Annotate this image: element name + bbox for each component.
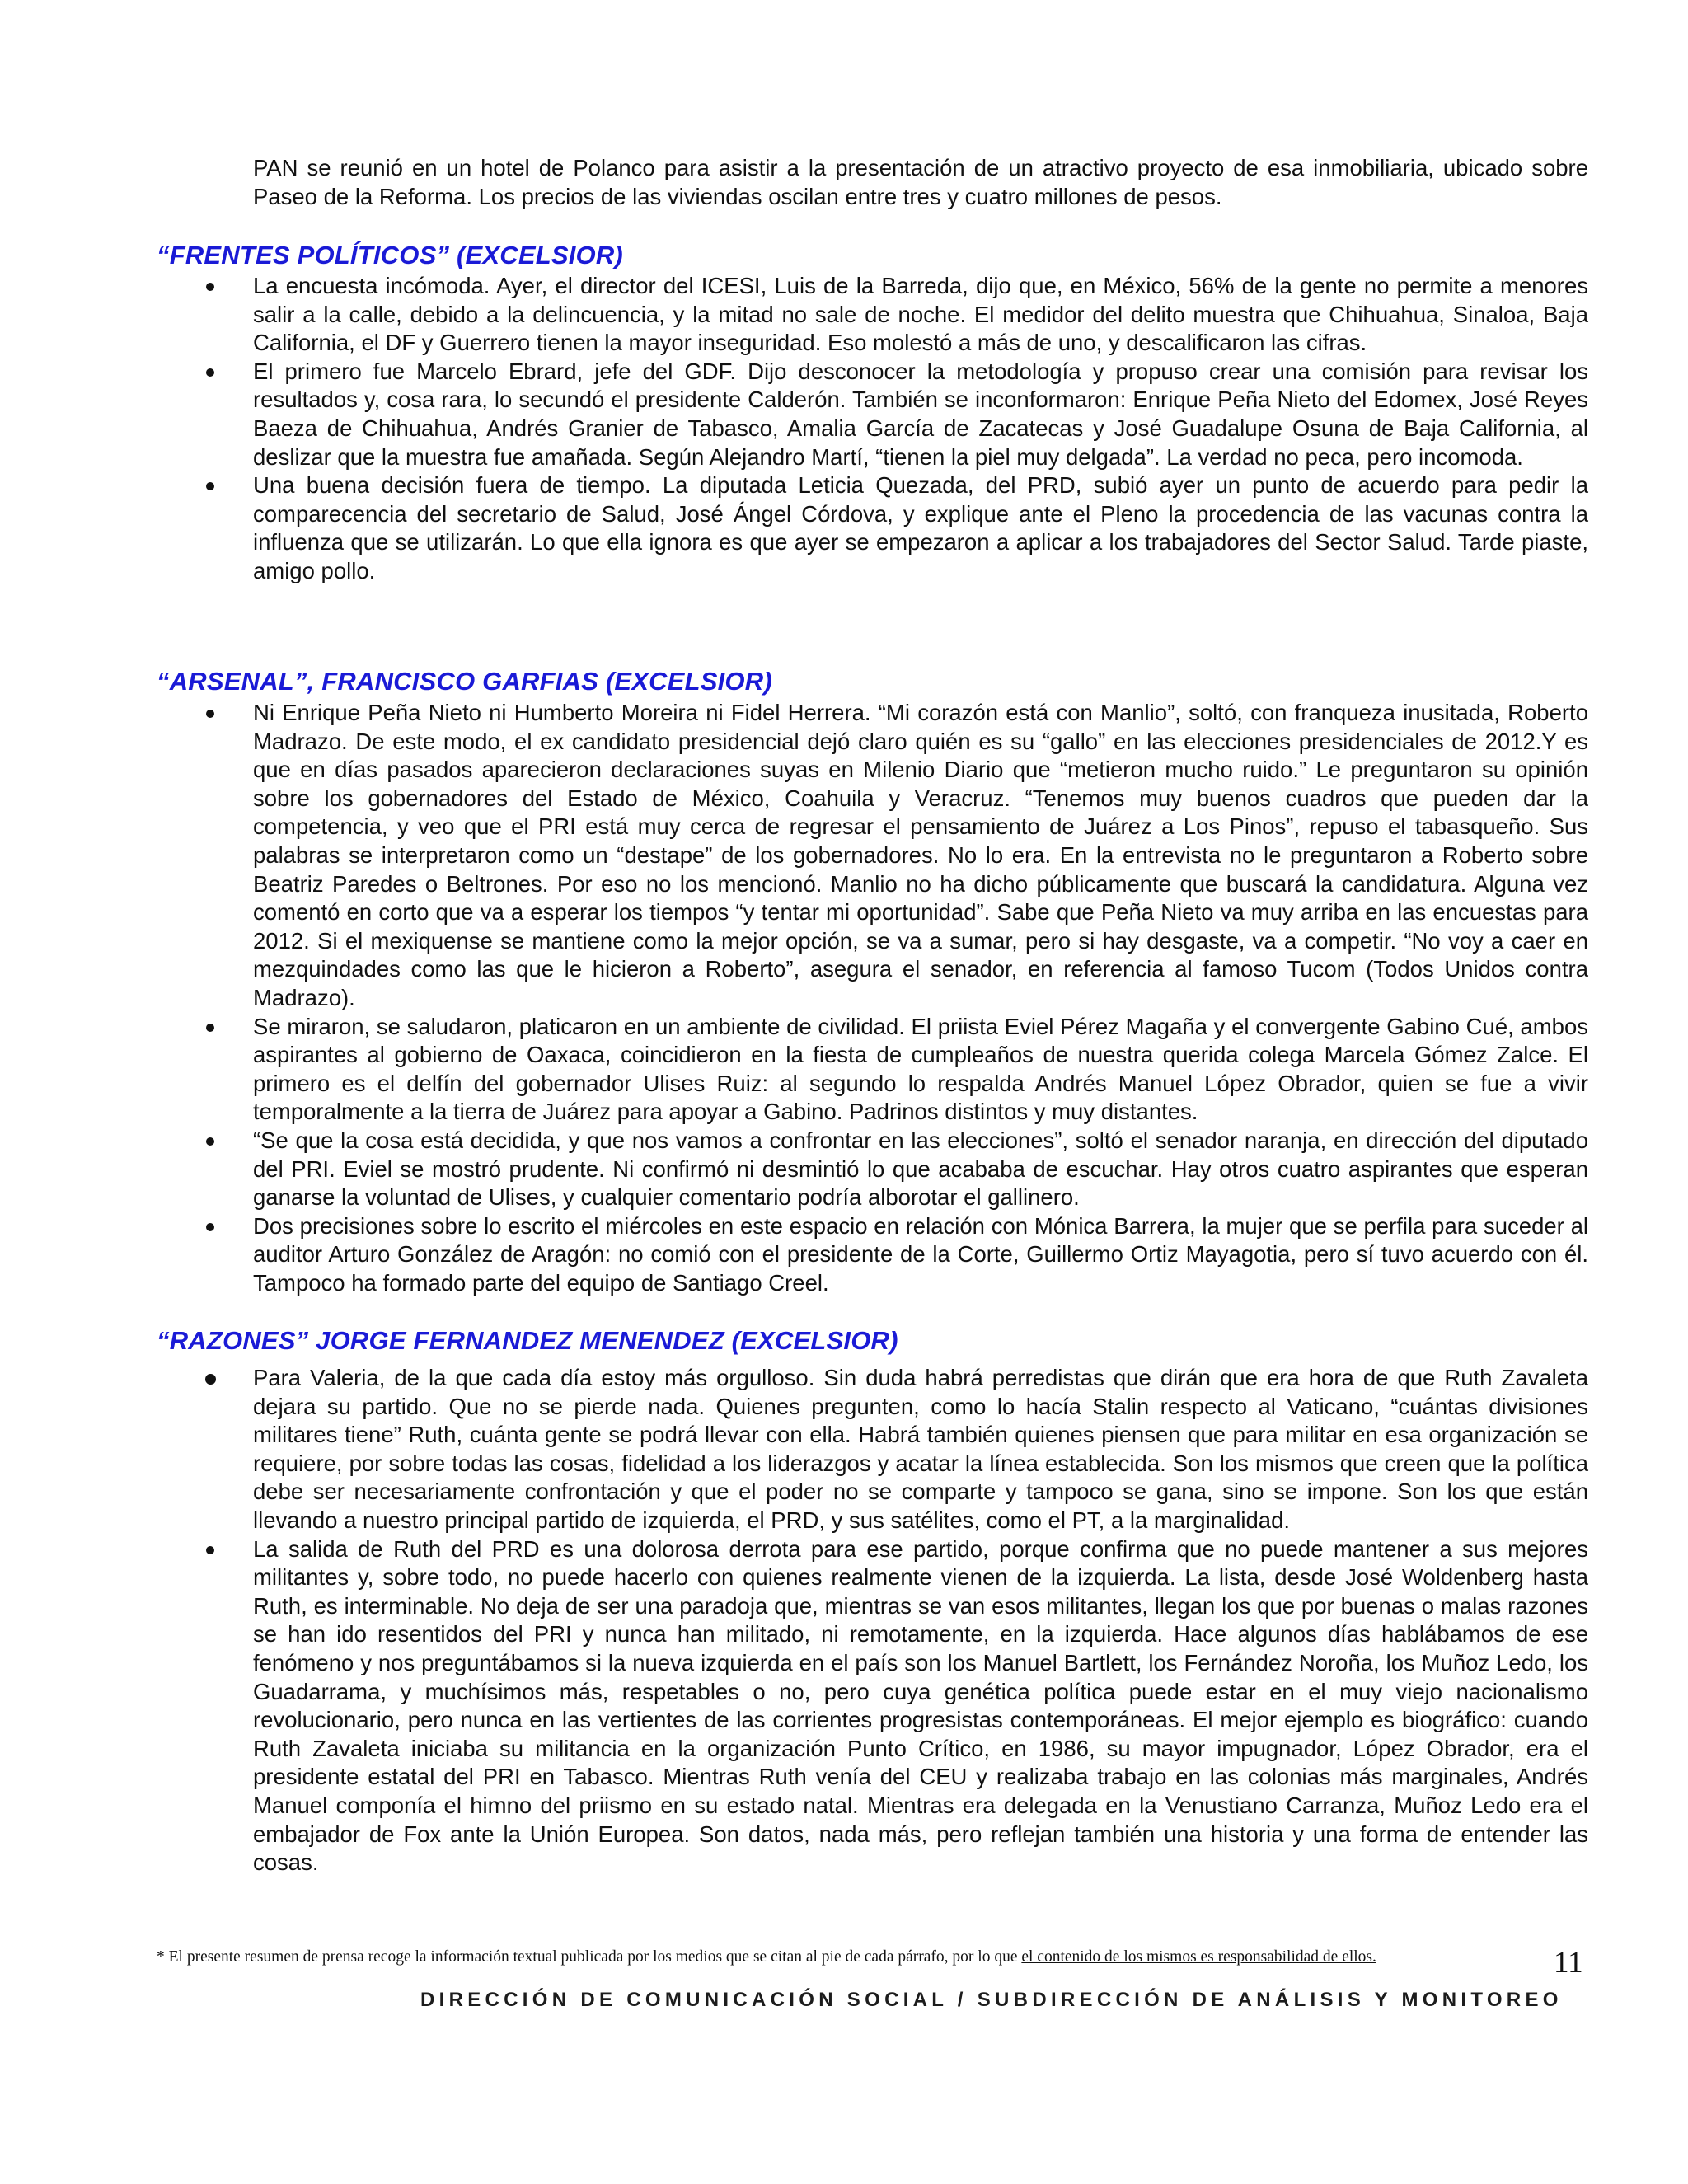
footnote-underlined-text: el contenido de los mismos es responsabilidad de ellos. — [1021, 1948, 1376, 1966]
footnote-disclaimer — [157, 1947, 1508, 1967]
bullet-icon — [206, 1546, 214, 1554]
intro-paragraph: PAN se reunió en un hotel de Polanco para asistir a la presentación de un atractivo proyecto de esa inmobiliaria, ubicado sobre Paseo de la Reforma. Los precios de las viviendas oscilan entre tres y cuatro millones de pesos. — [253, 155, 1588, 209]
department-footer: DIRECCIÓN DE COMUNICACIÓN SOCIAL / SUBDIRECCIÓN DE ANÁLISIS Y MONITOREO — [420, 1989, 1563, 2011]
list-item — [206, 1127, 1588, 1212]
list-item — [206, 699, 1588, 1013]
bullet-icon — [206, 1223, 214, 1231]
list-item — [206, 1013, 1588, 1127]
page-number: 11 — [1554, 1946, 1583, 1980]
list-item — [206, 1212, 1588, 1298]
list-item-text: La salida de Ruth del PRD es una dolorosa derrota para ese partido, porque confirma que no puede mantener a sus mejores militantes y, sobre todo, no puede hacerlo con quienes realmente vienen de la izquierda. La lista, desde José Woldenberg hasta Ruth, es interminable. No deja de ser una paradoja que, mientras se van esos militantes, llegan los que por buenas o malas razones se han ido resentidos del PRI y nunca han militado, ni remotamente, en la izquierda. Hace algunos días hablábamos de ese fenómeno y nos preguntábamos si la nueva izquierda en el país son los Manuel Bartlett, los Fernández Noroña, los Muñoz Ledo, los Guadarrama, y muchísimos más, respetables o no, pero cuya genética política puede estar en el muy viejo nacionalismo revolucionario, pero nunca en las vertientes de las corrientes progresistas contemporáneas. El mejor ejemplo es biográfico: cuando Ruth Zavaleta iniciaba su militancia en la organización Punto Crítico, en 1986, su mayor impugnador, López Obrador, era el presidente estatal del PRI en Tabasco. Mientras Ruth venía del CEU y realizaba trabajo en las colonias más marginales, Andrés Manuel componía el himno del priismo en su estado natal. Mientras era delegada en la Venustiano Carranza, Muñoz Ledo era el embajador de Fox ante la Unión Europea. Son datos, nada más, pero reflejan también una historia y una forma de entender las cosas. — [253, 1535, 1588, 1876]
bullet-list-razones — [206, 1364, 1588, 1877]
bullet-icon — [206, 283, 214, 291]
list-item-text: El primero fue Marcelo Ebrard, jefe del GDF. Dijo desconocer la metodología y propuso crear una comisión para revisar los resultados y, cosa rara, lo secundó el presidente Calderón. También se inconformaron: Enrique Peña Nieto del Edomex, José Reyes Baeza de Chihuahua, Andrés Granier de Tabasco, Amalia García de Zacatecas y José Guadalupe Osuna de Baja California, al deslizar que la muestra fue amañada. Según Alejandro Martí, “tienen la piel muy delgada”. La verdad no peca, pero incomoda. — [253, 358, 1588, 470]
section-heading-razones: “RAZONES” JORGE FERNANDEZ MENENDEZ (EXCELSIOR) — [157, 1326, 898, 1355]
list-item-text: Una buena decisión fuera de tiempo. La diputada Leticia Quezada, del PRD, subió ayer un punto de acuerdo para pedir la comparecencia del secretario de Salud, José Ángel Córdova, y explique ante el Pleno la procedencia de las vacunas contra la influenza que se utilizarán. Lo que ella ignora es que ayer se empezaron a aplicar a los trabajadores del Sector Salud. Tarde piaste, amigo pollo. — [253, 472, 1588, 583]
bullet-list-frentes-politicos — [206, 272, 1588, 586]
list-item — [206, 1535, 1588, 1877]
section-heading-frentes-politicos: “FRENTES POLÍTICOS” (EXCELSIOR) — [157, 241, 623, 269]
list-item-text: La encuesta incómoda. Ayer, el director del ICESI, Luis de la Barreda, dijo que, en México, 56% de la gente no permite a menores salir a la calle, debido a la delincuencia, y la mitad no sale de noche. El medidor del delito muestra que Chihuahua, Sinaloa, Baja California, el DF y Guerrero tienen la mayor inseguridad. Eso molestó a más de uno, y descalificaron las cifras. — [253, 273, 1588, 356]
list-item — [206, 272, 1588, 358]
list-item-text: “Se que la cosa está decidida, y que nos vamos a confrontar en las elecciones”, soltó el senador naranja, en dirección del diputado del PRI. Eviel se mostró prudente. Ni confirmó ni desmintió lo que acababa de escuchar. Hay otros cuatro aspirantes que esperan ganarse la voluntad de Ulises, y cualquier comentario podría alborotar el gallinero. — [253, 1127, 1588, 1211]
bullet-icon — [206, 1024, 214, 1032]
section-heading-arsenal: “ARSENAL”, FRANCISCO GARFIAS (EXCELSIOR) — [157, 667, 772, 696]
bullet-icon — [206, 710, 214, 718]
list-item — [206, 1364, 1588, 1535]
bullet-icon — [206, 1137, 214, 1146]
bullet-icon — [205, 1374, 216, 1385]
bullet-icon — [206, 482, 214, 490]
list-item-text: Ni Enrique Peña Nieto ni Humberto Moreira ni Fidel Herrera. “Mi corazón está con Manlio”, soltó, con franqueza inusitada, Roberto Madrazo. De este modo, el ex candidato presidencial dejó claro quién es su “gallo” en las elecciones presidenciales de 2012.Y es que en días pasados aparecieron declaraciones suyas en Milenio Diario que “metieron mucho ruido.” Le preguntaron su opinión sobre los gobernadores del Estado de México, Coahuila y Veracruz. “Tenemos muy buenos cuadros que pueden dar la competencia, y veo que el PRI está muy cerca de regresar el pensamiento de Juárez a Los Pinos”, repuso el tabasqueño. Sus palabras se interpretaron como un “destape” de los gobernadores. No lo era. En la entrevista no le preguntaron a Roberto sobre Beatriz Paredes o Beltrones. Por eso no los mencionó. Manlio no ha dicho públicamente que buscará la candidatura. Alguna vez comentó en corto que va a esperar los tiempos “y tentar mi oportunidad”. Sabe que Peña Nieto va muy arriba en las encuestas para 2012. Si el mexiquense se mantiene como la mejor opción, se va a sumar, pero si hay desgaste, va a competir. “No voy a caer en mezquindades como las que le hicieron a Roberto”, asegura el senador, en referencia al famoso Tucom (Todos Unidos contra Madrazo). — [253, 700, 1588, 1010]
list-item-text: Se miraron, se saludaron, platicaron en un ambiente de civilidad. El priista Eviel Pérez Magaña y el convergente Gabino Cué, ambos aspirantes al gobierno de Oaxaca, coincidieron en la fiesta de cumpleaños de nuestra querida colega Marcela Gómez Zalce. El primero es el delfín del gobernador Ulises Ruiz: al segundo lo respalda Andrés Manuel López Obrador, quien se fue a vivir temporalmente a la tierra de Juárez para apoyar a Gabino. Padrinos distintos y muy distantes. — [253, 1013, 1588, 1125]
list-item — [206, 471, 1588, 585]
bullet-list-arsenal — [206, 699, 1588, 1297]
bullet-icon — [206, 368, 214, 377]
list-item — [206, 358, 1588, 471]
list-item-text: Para Valeria, de la que cada día estoy más orgulloso. Sin duda habrá perredistas que dirán que era hora de que Ruth Zavaleta dejara su partido. Que no se pierde nada. Quienes pregunten, como lo hacía Stalin respecto al Vaticano, “cuántas divisiones militares tiene” Ruth, cuánta gente se podrá llevar con ella. Habrá también quienes piensen que para militar en esa organización se requiere, por sobre todas las cosas, fidelidad a los liderazgos y acatar la línea establecida. Son los mismos que creen que la política debe ser necesariamente confrontación y que el poder no se comparte y tampoco se gana, sino se impone. Son los que están llevando a nuestro principal partido de izquierda, el PRD, y sus satélites, como el PT, a la marginalidad. — [253, 1365, 1588, 1533]
list-item-text: Dos precisiones sobre lo escrito el miércoles en este espacio en relación con Mónica Barrera, la mujer que se perfila para suceder al auditor Arturo González de Aragón: no comió con el presidente de la Corte, Guillermo Ortiz Mayagotia, pero sí tuvo acuerdo con él. Tampoco ha formado parte del equipo de Santiago Creel. — [253, 1212, 1588, 1296]
footnote-text: * El presente resumen de prensa recoge la información textual publicada por los medios que se citan al pie de cada párrafo, por lo que — [157, 1948, 1022, 1966]
